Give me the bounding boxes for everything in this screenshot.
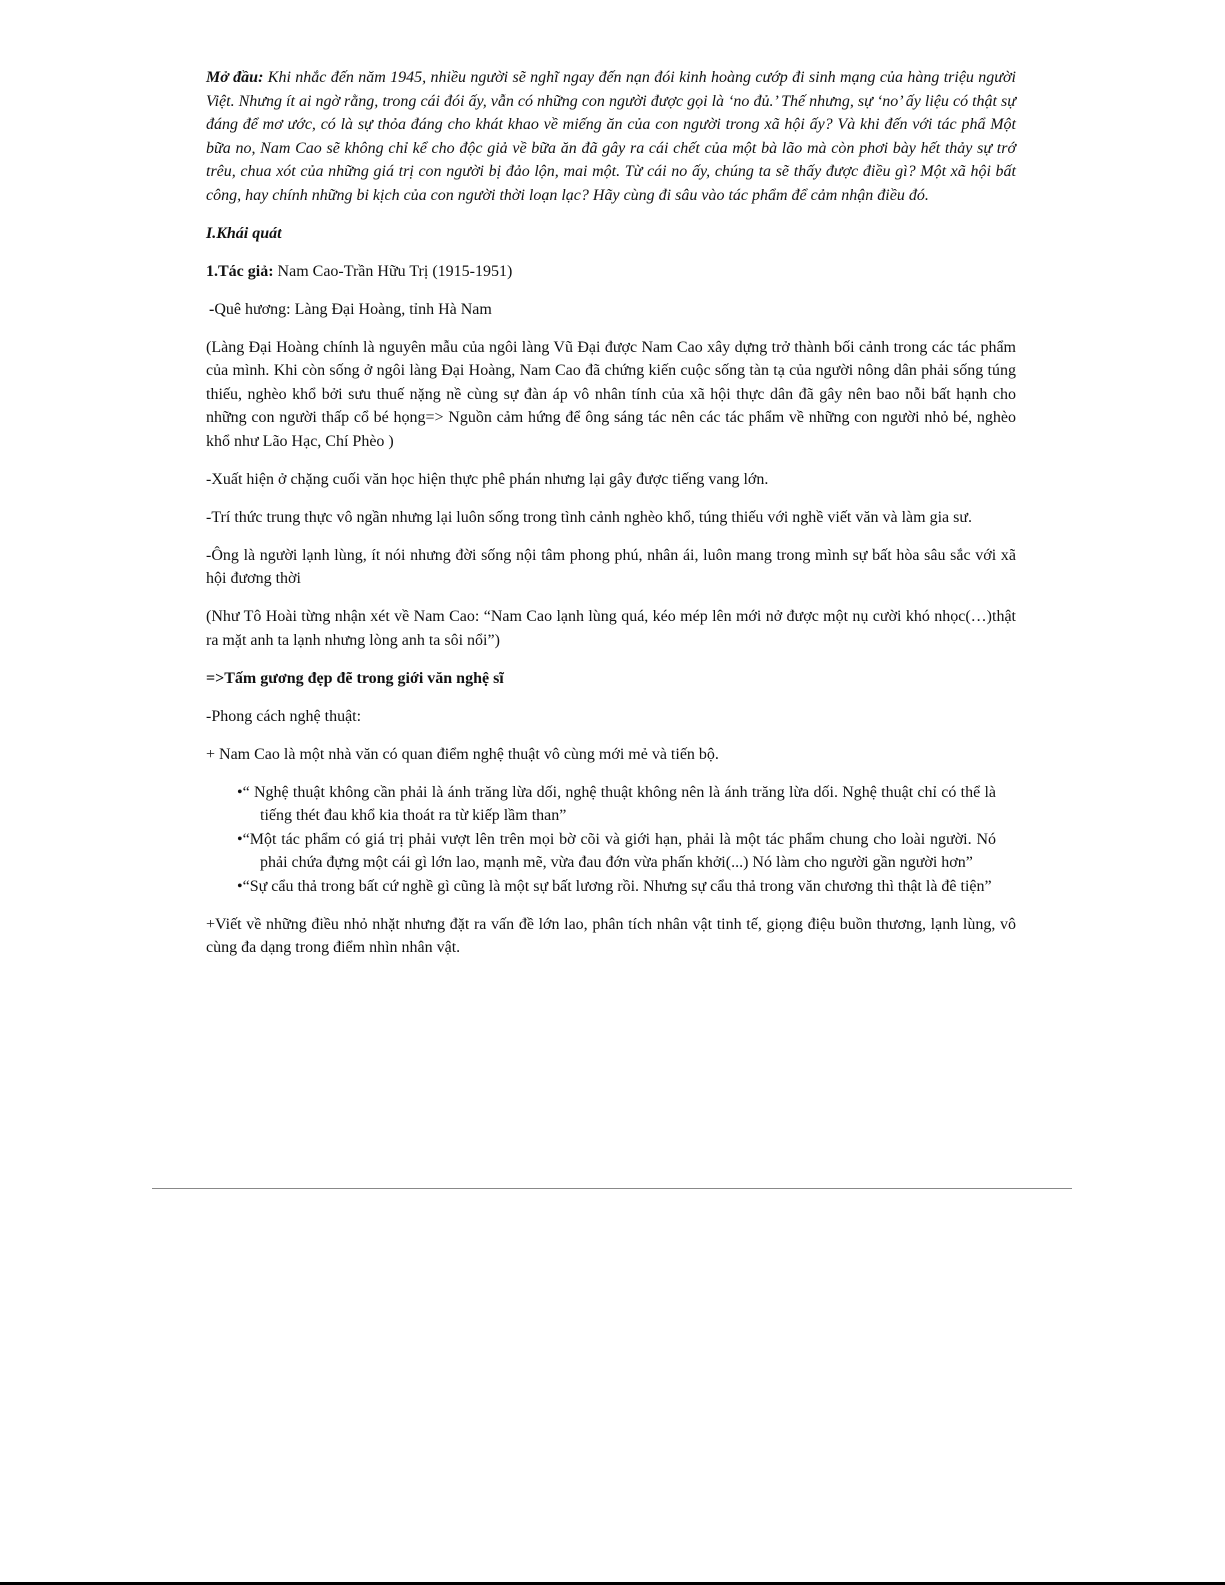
quote-list [206,781,1016,899]
bullet-icon: • [237,830,243,848]
author-line [206,260,1016,284]
document-body [206,66,1016,974]
quote-text: “Một tác phẩm có giá trị phải vượt lên trên mọi bờ cõi và giới hạn, phải là một tác phẩm chung cho loài người. Nó phải chứa đựng một cái gì lớn lao, mạnh mẽ, vừa đau đớn vừa phấn khởi(...) Nó làm cho người gần người hơn” [242,830,996,871]
author-label: 1.Tác giả: [206,262,274,280]
conclusion-line [206,667,1016,691]
style-point-2: +Viết về những điều nhỏ nhặt nhưng đặt ra vấn đề lớn lao, phân tích nhân vật tinh tế, giọng điệu buồn thương, lạnh lùng, vô cùng đa dạng trong điểm nhìn nhân vật. [206,915,1016,956]
point-personality: -Ông là người lạnh lùng, ít nói nhưng đời sống nội tâm phong phú, nhân ái, luôn mang trong mình sự bất hòa sâu sắc với xã hội đương thời [206,546,1016,587]
list-item [206,781,1016,828]
section-heading: I.Khái quát [206,224,282,242]
hometown-note: (Làng Đại Hoàng chính là nguyên mẫu của ngôi làng Vũ Đại được Nam Cao xây dựng trở thành bối cảnh trong các tác phẩm của mình. Khi còn sống ở ngôi làng Đại Hoàng, Nam Cao đã chứng kiến cuộc sống tàn tạ của người nông dân phải sống túng thiếu, nghèo khổ bởi sưu thuế nặng nề cùng sự đàn áp vô nhân tính của xã hội thực dân đã gây nên bao nỗi bất hạnh cho những con người thấp cổ bé họng=> Nguồn cảm hứng để ông sáng tác nên các tác phẩm về những con người nhỏ bé, nghèo khổ như Lão Hạc, Chí Phèo ) [206,338,1016,450]
list-item [206,875,1016,899]
list-item [206,828,1016,875]
hometown-line [206,298,1016,322]
hometown-dash: - [209,300,215,318]
page-divider [152,1188,1072,1189]
intro-paragraph [206,66,1016,207]
bullet-icon: • [237,877,243,895]
point-intellectual: -Trí thức trung thực vô ngần nhưng lại luôn sống trong tình cảnh nghèo khổ, túng thiếu với nghề viết văn và làm gia sư. [206,508,973,526]
intro-text: Khi nhắc đến năm 1945, nhiều người sẽ nghĩ ngay đến nạn đói kinh hoàng cướp đi sinh mạng của hàng triệu người Việt. Nhưng ít ai ngờ rằng, trong cái đói ấy, vẫn có những con người được gọi là ‘no đủ.’ Thế nhưng, sự ‘no’ ấy liệu có thật sự đáng để mơ ước, có là sự thỏa đáng cho khát khao về miếng ăn của con người trong xã hội ấy? Và khi đến với tác phẩ Một bữa no, Nam Cao sẽ không chỉ kể cho độc giả về bữa ăn đã gây ra cái chết của một bà lão mà còn phơi bày hết thảy sự trớ trêu, chua xót của những giá trị con người bị đảo lộn, mai một. Từ cái no ấy, chúng ta sẽ thấy được điều gì? Một xã hội bất công, hay chính những bi kịch của con người thời loạn lạc? Hãy cùng đi sâu vào tác phẩm để cảm nhận điều đó. [206,69,1016,204]
bullet-icon: • [237,783,243,801]
point-literary-period: -Xuất hiện ở chặng cuối văn học hiện thực phê phán nhưng lại gây được tiếng vang lớn. [206,470,769,488]
quote-text: “Sự cẩu thả trong bất cứ nghề gì cũng là một sự bất lương rồi. Nhưng sự cẩu thả trong văn chương thì thật là đê tiện” [242,877,992,895]
intro-label: Mở đầu: [206,69,264,86]
style-point-1: + Nam Cao là một nhà văn có quan điểm nghệ thuật vô cùng mới mẻ và tiến bộ. [206,745,719,763]
conclusion-text: =>Tấm gương đẹp đẽ trong giới văn nghệ sĩ [206,669,504,687]
point-to-hoai-quote: (Như Tô Hoài từng nhận xét về Nam Cao: “Nam Cao lạnh lùng quá, kéo mép lên mới nở được một nụ cười khó nhọc(…)thật ra mặt anh ta lạnh nhưng lòng anh ta sôi nổi”) [206,608,1016,649]
quote-text: “ Nghệ thuật không cần phải là ánh trăng lừa dối, nghệ thuật không nên là ánh trăng lừa dối. Nghệ thuật chỉ có thể là tiếng thét đau khổ kia thoát ra từ kiếp lầm than” [242,783,996,824]
author-value: Nam Cao-Trần Hữu Trị (1915-1951) [273,262,513,280]
hometown-value: Quê hương: Làng Đại Hoàng, tỉnh Hà Nam [214,300,492,318]
style-label: -Phong cách nghệ thuật: [206,707,362,725]
